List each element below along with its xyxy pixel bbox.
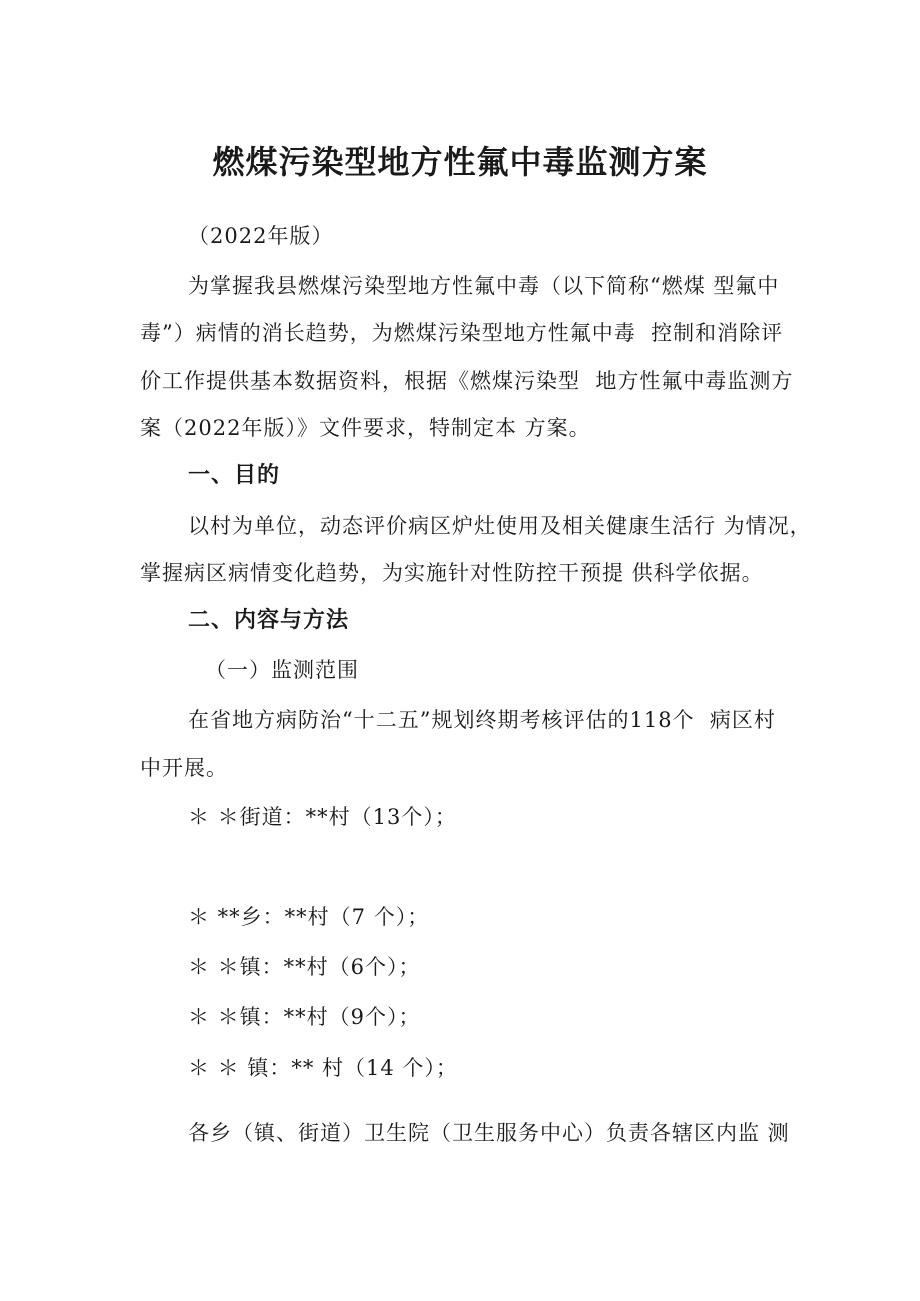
subsection-1-heading: （一）监测范围: [205, 658, 359, 682]
village-item: ＊ ＊街道：**村（13个）；: [188, 805, 457, 829]
section-2-heading: 二、内容与方法: [188, 608, 350, 633]
section-1-heading: 一、目的: [188, 463, 281, 488]
intro-line-3: 价工作提供基本数据资料，根据《燃煤污染型 地方性氟中毒监测方: [140, 369, 794, 393]
village-item: ＊ ＊镇：**村（9个）；: [188, 1005, 421, 1029]
village-item: ＊ **乡：**村（7 个）；: [188, 905, 430, 929]
document-title: 燃煤污染型地方性氟中毒监测方案: [212, 143, 708, 181]
section-1-line-2: 掌握病区病情变化趋势，为实施针对性防控干预提 供科学依据。: [140, 561, 764, 585]
intro-line-4: 案（2022年版）》文件要求，特制定本 方案。: [140, 416, 591, 440]
section-2-line-2: 中开展。: [140, 756, 228, 780]
section-1-line-1: 以村为单位，动态评价病区炉灶使用及相关健康生活行 为情况，: [188, 514, 812, 538]
village-item: ＊ ＊镇：**村（6个）；: [188, 955, 421, 979]
section-2-last-line: 各乡（镇、街道）卫生院（卫生服务中心）负责各辖区内监 测: [188, 1121, 790, 1145]
intro-line-2: 毒”）病情的消长趋势，为燃煤污染型地方性氟中毒 控制和消除评: [140, 321, 784, 345]
intro-line-1: 为掌握我县燃煤污染型地方性氟中毒（以下简称“燃煤 型氟中: [188, 274, 780, 298]
section-2-line-1: 在省地方病防治“十二五”规划终期考核评估的118个 病区村: [188, 708, 776, 732]
edition-note: （2022年版）: [188, 224, 334, 248]
village-item: ＊ ＊ 镇：** 村（14 个）；: [188, 1056, 458, 1080]
